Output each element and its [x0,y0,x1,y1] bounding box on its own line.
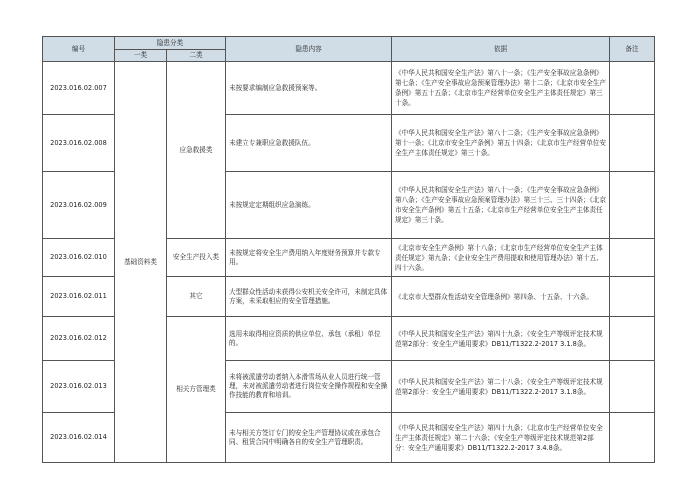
hazard-table [42,36,655,463]
row-basis: 《中华人民共和国安全生产法》第四十九条；《北京市生产经营单位安全生产主体责任规定》第二十六条；《安全生产等级评定技术规范第2部分：安全生产通用要求》DB11/T1322.2-2017 3.4.8条。 [392,413,610,463]
category1-cell: 基础资料类 [115,62,167,463]
row-basis: 《中华人民共和国安全生产法》第八十一条；《生产安全事故应急条例》第七条；《生产安全事故应急预案管理办法》第十二条；《北京市安全生产条例》第五十五条；《北京市生产经营单位安全生产主体责任规定》第三十条。 [392,62,610,115]
row-basis: 《北京市安全生产条例》第十八条；《北京市生产经营单位安全生产主体责任规定》第九条；《企业安全生产费用提取和使用管理办法》第十五、四十六条。 [392,239,610,277]
row-code: 2023.016.02.010 [43,239,115,277]
row-code: 2023.016.02.007 [43,62,115,115]
row-note [610,62,655,115]
header-cat2: 二类 [167,50,226,62]
cat2-related-party: 相关方管理类 [167,317,226,463]
row-content: 未按要求编制应急救援预案等。 [226,62,392,115]
row-content: 选用未取得相应资质的供应单位、承包（承租）单位的。 [226,317,392,361]
row-code: 2023.016.02.008 [43,115,115,172]
row-code: 2023.016.02.014 [43,413,115,463]
row-basis: 《中华人民共和国安全生产法》第四十九条；《安全生产等级评定技术规范第2部分：安全生产通用要求》DB11/T1322.2-2017 3.1.8条。 [392,317,610,361]
row-content: 未与相关方签订专门的安全生产管理协议或在承包合同、租赁合同中明确各自的安全生产管理职责。 [226,413,392,463]
row-note [610,277,655,317]
row-note [610,172,655,239]
row-note [610,361,655,413]
table-row [43,62,655,115]
header-category: 隐患分类 [115,37,226,50]
row-note [610,317,655,361]
header-cat1: 一类 [115,50,167,62]
cat2-investment: 安全生产投入类 [167,239,226,277]
header-content: 隐患内容 [226,37,392,62]
header-code: 编号 [43,37,115,62]
row-code: 2023.016.02.009 [43,172,115,239]
row-content: 未按规定定期组织应急演练。 [226,172,392,239]
row-content: 未将被派遣劳动者纳入本滑雪场从业人员进行统一管理，未对被派遣劳动者进行岗位安全操作规程和安全操作技能的教育和培训。 [226,361,392,413]
row-basis: 《北京市大型群众性活动安全管理条例》第四条、十五条、十六条。 [392,277,610,317]
row-content: 大型群众性活动未获得公安机关安全许可，未制定具体方案，未采取相应的安全管理措施。 [226,277,392,317]
row-note [610,239,655,277]
row-code: 2023.016.02.012 [43,317,115,361]
row-content: 未建立专兼职应急救援队伍。 [226,115,392,172]
row-content: 未按规定将安全生产费用纳入年度财务预算并专款专用。 [226,239,392,277]
row-code: 2023.016.02.013 [43,361,115,413]
header-basis: 依据 [392,37,610,62]
row-note [610,115,655,172]
cat2-emergency: 应急救援类 [167,62,226,239]
header-note: 备注 [610,37,655,62]
row-note [610,413,655,463]
row-basis: 《中华人民共和国安全生产法》第八十一条；《生产安全事故应急条例》第八条；《生产安全事故应急预案管理办法》第三十三、三十四条；《北京市安全生产条例》第五十五条；《北京市生产经营单位安全生产主体责任规定》第三十条。 [392,172,610,239]
row-basis: 《中华人民共和国安全生产法》第八十二条；《生产安全事故应急条例》第十一条；《北京市安全生产条例》第五十四条；《北京市生产经营单位安全生产主体责任规定》第三十条。 [392,115,610,172]
cat2-other: 其它 [167,277,226,317]
row-basis: 《中华人民共和国安全生产法》第二十八条；《安全生产等级评定技术规范第2部分：安全生产通用要求》DB11/T1322.2-2017 3.1.8条。 [392,361,610,413]
row-code: 2023.016.02.011 [43,277,115,317]
